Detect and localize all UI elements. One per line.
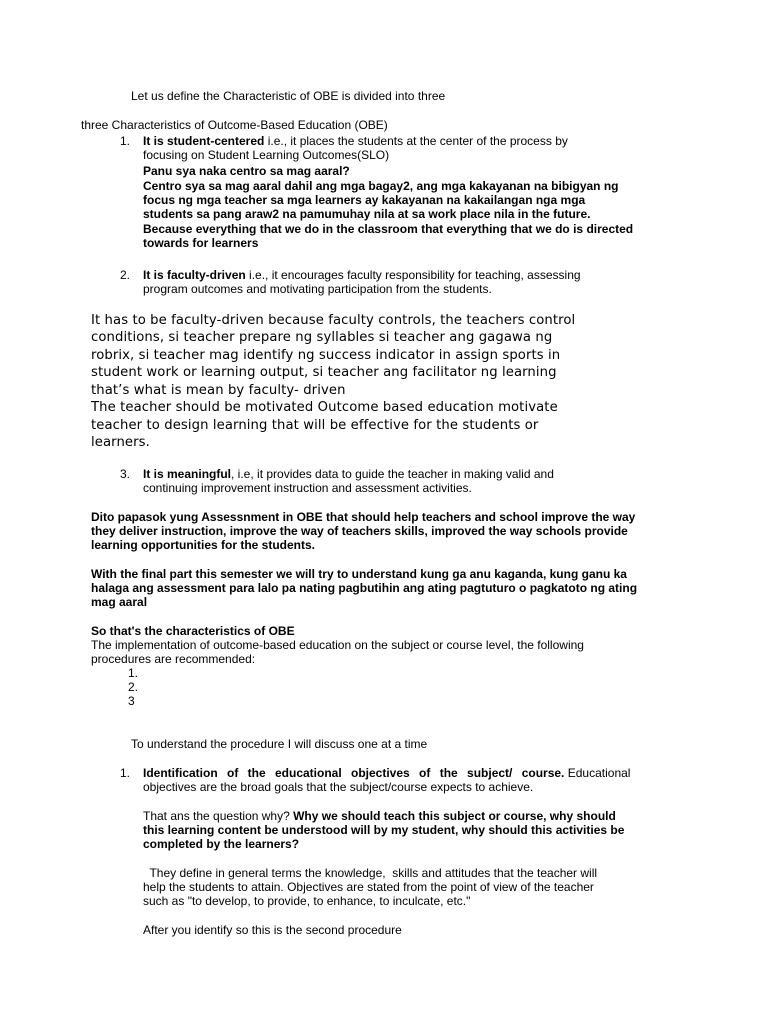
paragraph-line: With the final part this semester we will try to understand kung ga anu kaganda, kung ganu ka (91, 567, 627, 581)
paragraph-line: student work or learning output, si teacher ang facilitator ng learning (91, 365, 557, 380)
characteristic-text: i.e., it encourages faculty responsibility for teaching, assessing (245, 268, 581, 282)
intro-line: Let us define the Characteristic of OBE is divided into three (131, 89, 446, 103)
paragraph-line: To understand the procedure I will discuss one at a time (131, 737, 428, 751)
paragraph-line: The teacher should be motivated Outcome based education motivate (91, 400, 558, 415)
characteristic-text: i.e., it places the students at the center of the process by (264, 134, 568, 148)
note-line: focus ng mga teacher sa mga learners ay kakayanan na kakailangan nga mga (143, 193, 586, 207)
paragraph-line: they deliver instruction, improve the way of teachers skills, improved the way schools provide (91, 524, 628, 538)
note-line: Centro sya sa mag aaral dahil ang mga bagay2, ang mga kakayanan na bibigyan ng (143, 179, 619, 193)
paragraph-line: The implementation of outcome-based education on the subject or course level, the following (91, 638, 584, 652)
paragraph-line: Dito papasok yung Assessnment in OBE that should help teachers and school improve the way (91, 510, 636, 524)
characteristic-2 (143, 268, 581, 282)
characteristic-text-line: focusing on Student Learning Outcomes(SLO) (143, 148, 390, 162)
paragraph-line: learning opportunities for the students. (91, 538, 316, 552)
characteristic-1 (143, 134, 568, 148)
list-item: 3 (128, 694, 135, 708)
question-line: this learning content be understood will by my student, why should this activities be (143, 823, 625, 837)
list-number: 1. (120, 134, 131, 148)
paragraph-line: learners. (91, 435, 150, 450)
characteristic-label: It is faculty-driven (143, 268, 246, 282)
list-item: 1. (128, 666, 139, 680)
note-line: students sa pang araw2 na pamumuhay nila at sa work place nila in the future. (143, 207, 591, 221)
question-line (143, 809, 616, 823)
characteristic-text: , i.e, it provides data to guide the teacher in making valid and (231, 467, 554, 481)
note-line: Panu sya naka centro sa mag aaral? (143, 164, 350, 178)
paragraph-line: procedures are recommended: (91, 652, 256, 666)
list-number: 2. (120, 268, 131, 282)
characteristic-3 (143, 467, 554, 481)
procedure-1 (143, 766, 631, 780)
paragraph-line: It has to be faculty-driven because faculty controls, the teachers control (91, 313, 576, 328)
characteristic-label: It is meaningful (143, 467, 232, 481)
procedure-text-line: objectives are the broad goals that the subject/course expects to achieve. (143, 780, 534, 794)
question-prefix: That ans the question why? (143, 809, 294, 823)
characteristic-label: It is student-centered (143, 134, 265, 148)
note-line: Because everything that we do in the classroom that everything that we do is directed (143, 222, 634, 236)
question-line: completed by the learners? (143, 837, 300, 851)
procedure-label: Identification of the educational objectives of the subject/ course. (143, 766, 565, 780)
paragraph-line: that’s what is mean by faculty- driven (91, 383, 346, 398)
paragraph-line: such as "to develop, to provide, to enhance, to inculcate, etc." (143, 894, 471, 908)
paragraph-line: halaga ang assessment para lalo pa nating pagbutihin ang ating pagtuturo o pagkatoto ng ating (91, 581, 638, 595)
note-line: towards for learners (143, 236, 259, 250)
summary-title: So that's the characteristics of OBE (91, 624, 295, 638)
paragraph-line: teacher to design learning that will be effective for the students or (91, 418, 539, 433)
characteristic-text-line: continuing improvement instruction and assessment activities. (143, 481, 472, 495)
paragraph-line: robrix, si teacher mag identify ng success indicator in assign sports in (91, 348, 561, 363)
question-bold: Why we should teach this subject or course, why should (293, 809, 616, 823)
list-number: 3. (120, 467, 131, 481)
paragraph-line: After you identify so this is the second procedure (143, 923, 402, 937)
paragraph-line: mag aaral (91, 595, 148, 609)
paragraph-line: They define in general terms the knowledge, skills and attitudes that the teacher will (143, 866, 598, 880)
list-item: 2. (128, 680, 139, 694)
characteristic-text-line: program outcomes and motivating participation from the students. (143, 282, 492, 296)
paragraph-line: conditions, si teacher prepare ng syllables si teacher ang gagawa ng (91, 330, 553, 345)
list-number: 1. (120, 766, 131, 780)
section-heading: three Characteristics of Outcome-Based Education (OBE) (81, 118, 388, 132)
paragraph-line: help the students to attain. Objectives are stated from the point of view of the teacher (143, 880, 594, 894)
procedure-text: Educational (564, 766, 631, 780)
